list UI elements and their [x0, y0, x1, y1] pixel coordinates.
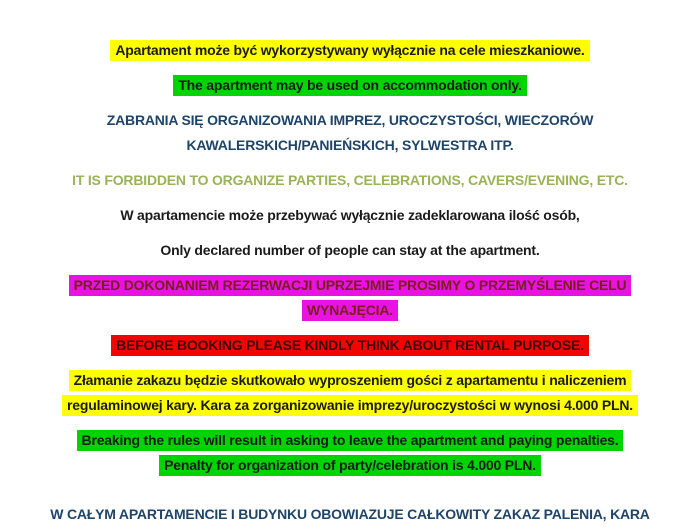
rule-pl-penalty: [0, 368, 700, 418]
rule-pl-no-smoking-cutoff: [0, 502, 700, 527]
highlighted-line: Breaking the rules will result in asking to leave the apartment and paying penalties.: [77, 430, 624, 451]
highlighted-line: WYNAJĘCIA.: [302, 300, 398, 321]
highlighted-line: regulaminowej kary. Kara za zorganizowanie imprezy/uroczystości w wynosi 4.000 PLN.: [62, 395, 638, 416]
text-line: W apartamencie może przebywać wyłącznie zadeklarowana ilość osób,: [120, 207, 580, 223]
highlighted-line: The apartment may be used on accommodation only.: [173, 75, 526, 96]
rule-en-penalty: [0, 428, 700, 478]
text-line: KAWALERSKICH/PANIEŃSKICH, SYLWESTRA ITP.: [186, 137, 514, 153]
rule-en-no-parties: [0, 168, 700, 193]
text-line: W CAŁYM APARTAMENCIE I BUDYNKU OBOWIAZUJE CAŁKOWITY ZAKAZ PALENIA, KARA: [50, 506, 650, 522]
highlighted-line: BEFORE BOOKING PLEASE KINDLY THINK ABOUT RENTAL PURPOSE.: [111, 335, 589, 356]
text-line: IT IS FORBIDDEN TO ORGANIZE PARTIES, CELEBRATIONS, CAVERS/EVENING, ETC.: [72, 172, 628, 188]
rule-pl-declared-guests: [0, 203, 700, 228]
rule-en-declared-guests: [0, 238, 700, 263]
rule-pl-no-parties: [0, 108, 700, 158]
highlighted-line: PRZED DOKONANIEM REZERWACJI UPRZEJMIE PROSIMY O PRZEMYŚLENIE CELU: [69, 275, 632, 296]
rule-en-accommodation-only: [0, 73, 700, 98]
rule-en-rental-purpose: [0, 333, 700, 358]
text-line: Only declared number of people can stay at the apartment.: [160, 242, 540, 258]
highlighted-line: Złamanie zakazu będzie skutkowało wyproszeniem gości z apartamentu i naliczeniem: [69, 370, 632, 391]
highlighted-line: Penalty for organization of party/celebration is 4.000 PLN.: [159, 455, 541, 476]
text-line: ZABRANIA SIĘ ORGANIZOWANIA IMPREZ, UROCZYSTOŚCI, WIECZORÓW: [106, 112, 594, 128]
rule-pl-accommodation-only: [0, 38, 700, 63]
highlighted-line: Apartament może być wykorzystywany wyłącznie na cele mieszkaniowe.: [110, 40, 589, 61]
rule-pl-rental-purpose: [0, 273, 700, 323]
